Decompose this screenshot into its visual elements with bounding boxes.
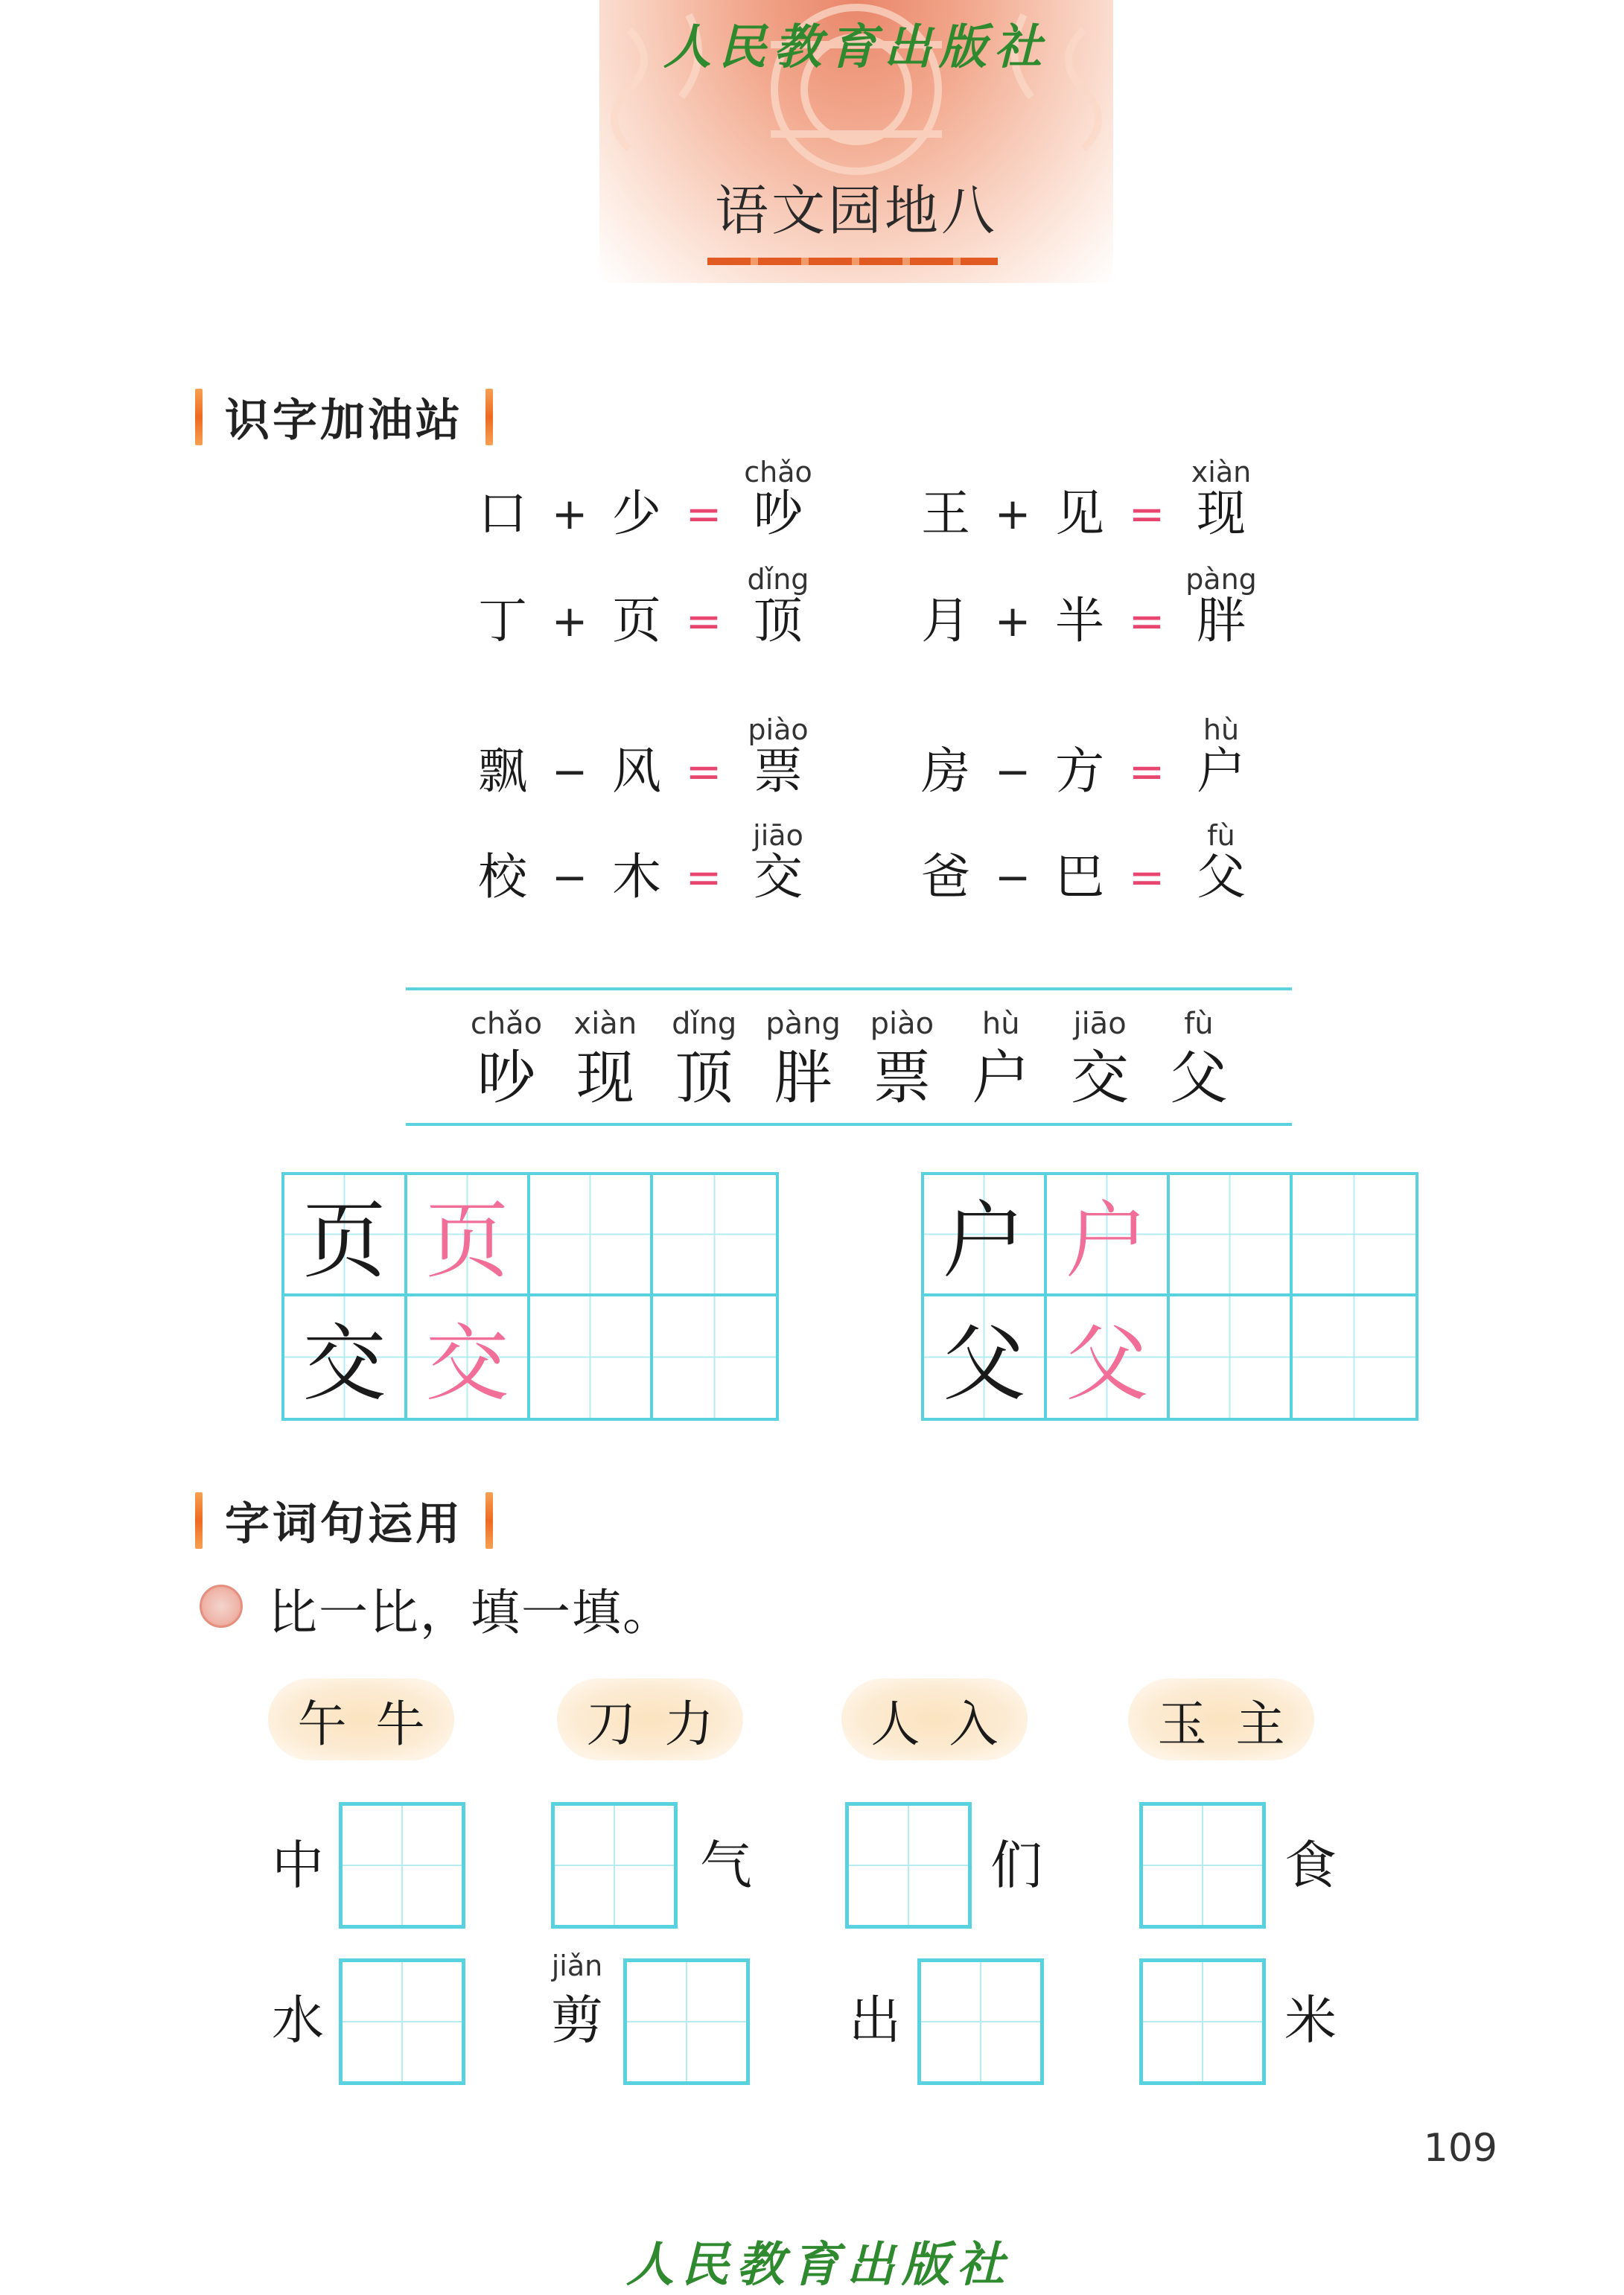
hint-pinyin: jiǎn bbox=[551, 1949, 603, 1982]
grid-cell-blank[interactable] bbox=[653, 1175, 776, 1296]
component-char: 半 bbox=[1055, 592, 1104, 649]
operator: + bbox=[994, 488, 1031, 539]
grid-cell-blank[interactable] bbox=[1170, 1175, 1293, 1296]
section-title: 字词句运用 bbox=[225, 1498, 463, 1550]
result-pinyin: xiàn bbox=[1191, 456, 1252, 488]
exercise-instruction: 比一比，填一填。 bbox=[268, 1584, 673, 1641]
component-char: 飘 bbox=[478, 742, 527, 800]
operator: + bbox=[551, 596, 588, 646]
component-char: 爸 bbox=[921, 848, 970, 905]
equals-sign: = bbox=[1128, 596, 1165, 646]
hint-char: 水 bbox=[272, 1990, 324, 2051]
word-item bbox=[755, 1005, 852, 1114]
char-pair bbox=[557, 1678, 743, 1760]
grid-cell bbox=[407, 1175, 530, 1296]
result-char: 户 bbox=[1197, 742, 1246, 800]
section-bar-right bbox=[485, 1492, 493, 1549]
result-pinyin: fù bbox=[1207, 819, 1235, 852]
operator: − bbox=[994, 746, 1031, 797]
word-pinyin: jiāo bbox=[1073, 1007, 1127, 1041]
equals-sign: = bbox=[685, 746, 722, 797]
component-char: 月 bbox=[921, 592, 970, 649]
hint-char: 们 bbox=[990, 1835, 1042, 1896]
answer-box[interactable] bbox=[1139, 1802, 1266, 1929]
word-char: 交 bbox=[1071, 1045, 1130, 1112]
component-char: 房 bbox=[921, 742, 970, 800]
model-char: 页 bbox=[302, 1193, 386, 1290]
component-char: 少 bbox=[612, 485, 661, 542]
equation-row bbox=[469, 456, 841, 545]
grid-cell bbox=[924, 1175, 1047, 1296]
operator: + bbox=[994, 596, 1031, 646]
operator: − bbox=[551, 852, 588, 903]
word-item bbox=[1150, 1005, 1247, 1114]
result-pinyin: piào bbox=[748, 713, 809, 746]
pair-char: 人 bbox=[870, 1695, 920, 1753]
publisher-logo-bottom: 人民教育出版社 bbox=[626, 2237, 1012, 2293]
result-pinyin: dǐng bbox=[747, 563, 809, 596]
pair-char: 牛 bbox=[375, 1695, 425, 1753]
trace-char: 页 bbox=[425, 1193, 509, 1290]
hint-char: 出 bbox=[849, 1990, 901, 2051]
trace-char: 交 bbox=[425, 1316, 509, 1413]
word-char: 票 bbox=[873, 1045, 932, 1112]
model-char: 父 bbox=[942, 1316, 1026, 1413]
equation-row bbox=[912, 819, 1284, 908]
pair-char: 入 bbox=[949, 1695, 999, 1753]
result-char: 现 bbox=[1197, 485, 1246, 542]
operator: − bbox=[551, 746, 588, 797]
word-pinyin: chǎo bbox=[470, 1007, 543, 1041]
equals-sign: = bbox=[1128, 852, 1165, 903]
equation-row bbox=[469, 563, 841, 652]
answer-box[interactable] bbox=[339, 1958, 465, 2085]
word-pinyin: hù bbox=[981, 1007, 1020, 1041]
equals-sign: = bbox=[685, 852, 722, 903]
equation-row bbox=[469, 819, 841, 908]
char-pair bbox=[841, 1678, 1028, 1760]
component-char: 方 bbox=[1055, 742, 1104, 800]
hint-char: 米 bbox=[1284, 1990, 1337, 2051]
section-header-literacy bbox=[195, 386, 493, 448]
word-char: 现 bbox=[576, 1045, 634, 1112]
word-char: 胖 bbox=[774, 1045, 832, 1112]
grid-cell-blank[interactable] bbox=[1293, 1296, 1416, 1418]
word-band-bottom-line bbox=[406, 1123, 1292, 1126]
operator: − bbox=[994, 852, 1031, 903]
publisher-logo-top: 人民教育出版社 bbox=[663, 19, 1049, 75]
hint-char: 气 bbox=[700, 1835, 752, 1896]
equals-sign: = bbox=[685, 596, 722, 646]
hint-char: 剪 bbox=[551, 1990, 603, 2051]
hint-char: 食 bbox=[1284, 1835, 1337, 1896]
equals-sign: = bbox=[685, 488, 722, 539]
result-pinyin: pàng bbox=[1185, 563, 1257, 596]
grid-cell bbox=[284, 1296, 407, 1418]
component-char: 校 bbox=[478, 848, 527, 905]
word-char: 顶 bbox=[675, 1045, 733, 1112]
answer-box[interactable] bbox=[845, 1802, 972, 1929]
result-pinyin: jiāo bbox=[753, 819, 803, 852]
grid-cell-blank[interactable] bbox=[1170, 1296, 1293, 1418]
grid-cell-blank[interactable] bbox=[530, 1296, 653, 1418]
word-pinyin: dǐng bbox=[672, 1007, 737, 1041]
model-char: 户 bbox=[942, 1193, 1026, 1290]
word-char: 父 bbox=[1169, 1045, 1228, 1112]
grid-cell-blank[interactable] bbox=[530, 1175, 653, 1296]
answer-box[interactable] bbox=[551, 1802, 678, 1929]
writing-grid-right bbox=[921, 1172, 1418, 1421]
component-char: 丁 bbox=[478, 592, 527, 649]
word-item bbox=[557, 1005, 654, 1114]
answer-box[interactable] bbox=[1139, 1958, 1266, 2085]
result-char: 交 bbox=[754, 848, 803, 905]
equation-row bbox=[912, 713, 1284, 803]
grid-cell bbox=[407, 1296, 530, 1418]
result-char: 顶 bbox=[754, 592, 803, 649]
word-char: 户 bbox=[972, 1045, 1031, 1112]
pair-char: 刀 bbox=[586, 1695, 636, 1753]
component-char: 风 bbox=[612, 742, 661, 800]
word-item bbox=[1051, 1005, 1148, 1114]
result-char: 胖 bbox=[1197, 592, 1246, 649]
component-char: 王 bbox=[921, 485, 970, 542]
seal-icon bbox=[200, 1585, 243, 1628]
char-pair bbox=[1128, 1678, 1314, 1760]
word-pinyin: fù bbox=[1184, 1007, 1214, 1041]
result-pinyin: chǎo bbox=[744, 456, 812, 488]
equals-sign: = bbox=[1128, 488, 1165, 539]
grid-cell bbox=[284, 1175, 407, 1296]
component-char: 见 bbox=[1055, 485, 1104, 542]
page-title: 语文园地八 bbox=[714, 179, 998, 242]
trace-char: 父 bbox=[1065, 1316, 1149, 1413]
word-band-top-line bbox=[406, 987, 1292, 990]
trace-char: 户 bbox=[1065, 1193, 1149, 1290]
section-header-words bbox=[195, 1489, 493, 1552]
answer-box[interactable] bbox=[339, 1802, 465, 1929]
word-item bbox=[853, 1005, 950, 1114]
equation-row bbox=[469, 713, 841, 803]
char-pair bbox=[268, 1678, 454, 1760]
page-number: 109 bbox=[1423, 2126, 1497, 2171]
word-pinyin: pàng bbox=[765, 1007, 841, 1041]
pair-char: 午 bbox=[297, 1695, 347, 1753]
result-char: 票 bbox=[754, 742, 803, 800]
word-char: 吵 bbox=[477, 1045, 535, 1112]
hint-char: 中 bbox=[272, 1835, 324, 1896]
word-item bbox=[458, 1005, 555, 1114]
component-char: 页 bbox=[612, 592, 661, 649]
grid-cell-blank[interactable] bbox=[1293, 1175, 1416, 1296]
result-char: 吵 bbox=[754, 485, 803, 542]
section-bar-right bbox=[485, 389, 493, 445]
word-pinyin: xiàn bbox=[573, 1007, 637, 1041]
component-char: 巴 bbox=[1055, 848, 1104, 905]
grid-cell bbox=[924, 1296, 1047, 1418]
section-bar-left bbox=[195, 389, 203, 445]
word-item bbox=[952, 1005, 1049, 1114]
component-char: 口 bbox=[478, 485, 527, 542]
pair-char: 主 bbox=[1235, 1695, 1285, 1753]
operator: + bbox=[551, 488, 588, 539]
model-char: 交 bbox=[302, 1316, 386, 1413]
word-pinyin: piào bbox=[870, 1007, 934, 1041]
section-bar-left bbox=[195, 1492, 203, 1549]
word-list bbox=[458, 1005, 1247, 1114]
result-pinyin: hù bbox=[1203, 713, 1240, 746]
answer-box[interactable] bbox=[623, 1958, 750, 2085]
pair-char: 力 bbox=[664, 1695, 714, 1753]
equation-row bbox=[912, 563, 1284, 652]
result-char: 父 bbox=[1197, 848, 1246, 905]
section-title: 识字加油站 bbox=[225, 395, 463, 447]
grid-cell bbox=[1047, 1296, 1170, 1418]
grid-cell bbox=[1047, 1175, 1170, 1296]
grid-cell-blank[interactable] bbox=[653, 1296, 776, 1418]
writing-grid-left bbox=[281, 1172, 779, 1421]
equation-row bbox=[912, 456, 1284, 545]
equals-sign: = bbox=[1128, 746, 1165, 797]
answer-box[interactable] bbox=[917, 1958, 1044, 2085]
title-underline bbox=[707, 258, 998, 265]
pair-char: 玉 bbox=[1157, 1695, 1207, 1753]
word-item bbox=[656, 1005, 753, 1114]
component-char: 木 bbox=[612, 848, 661, 905]
